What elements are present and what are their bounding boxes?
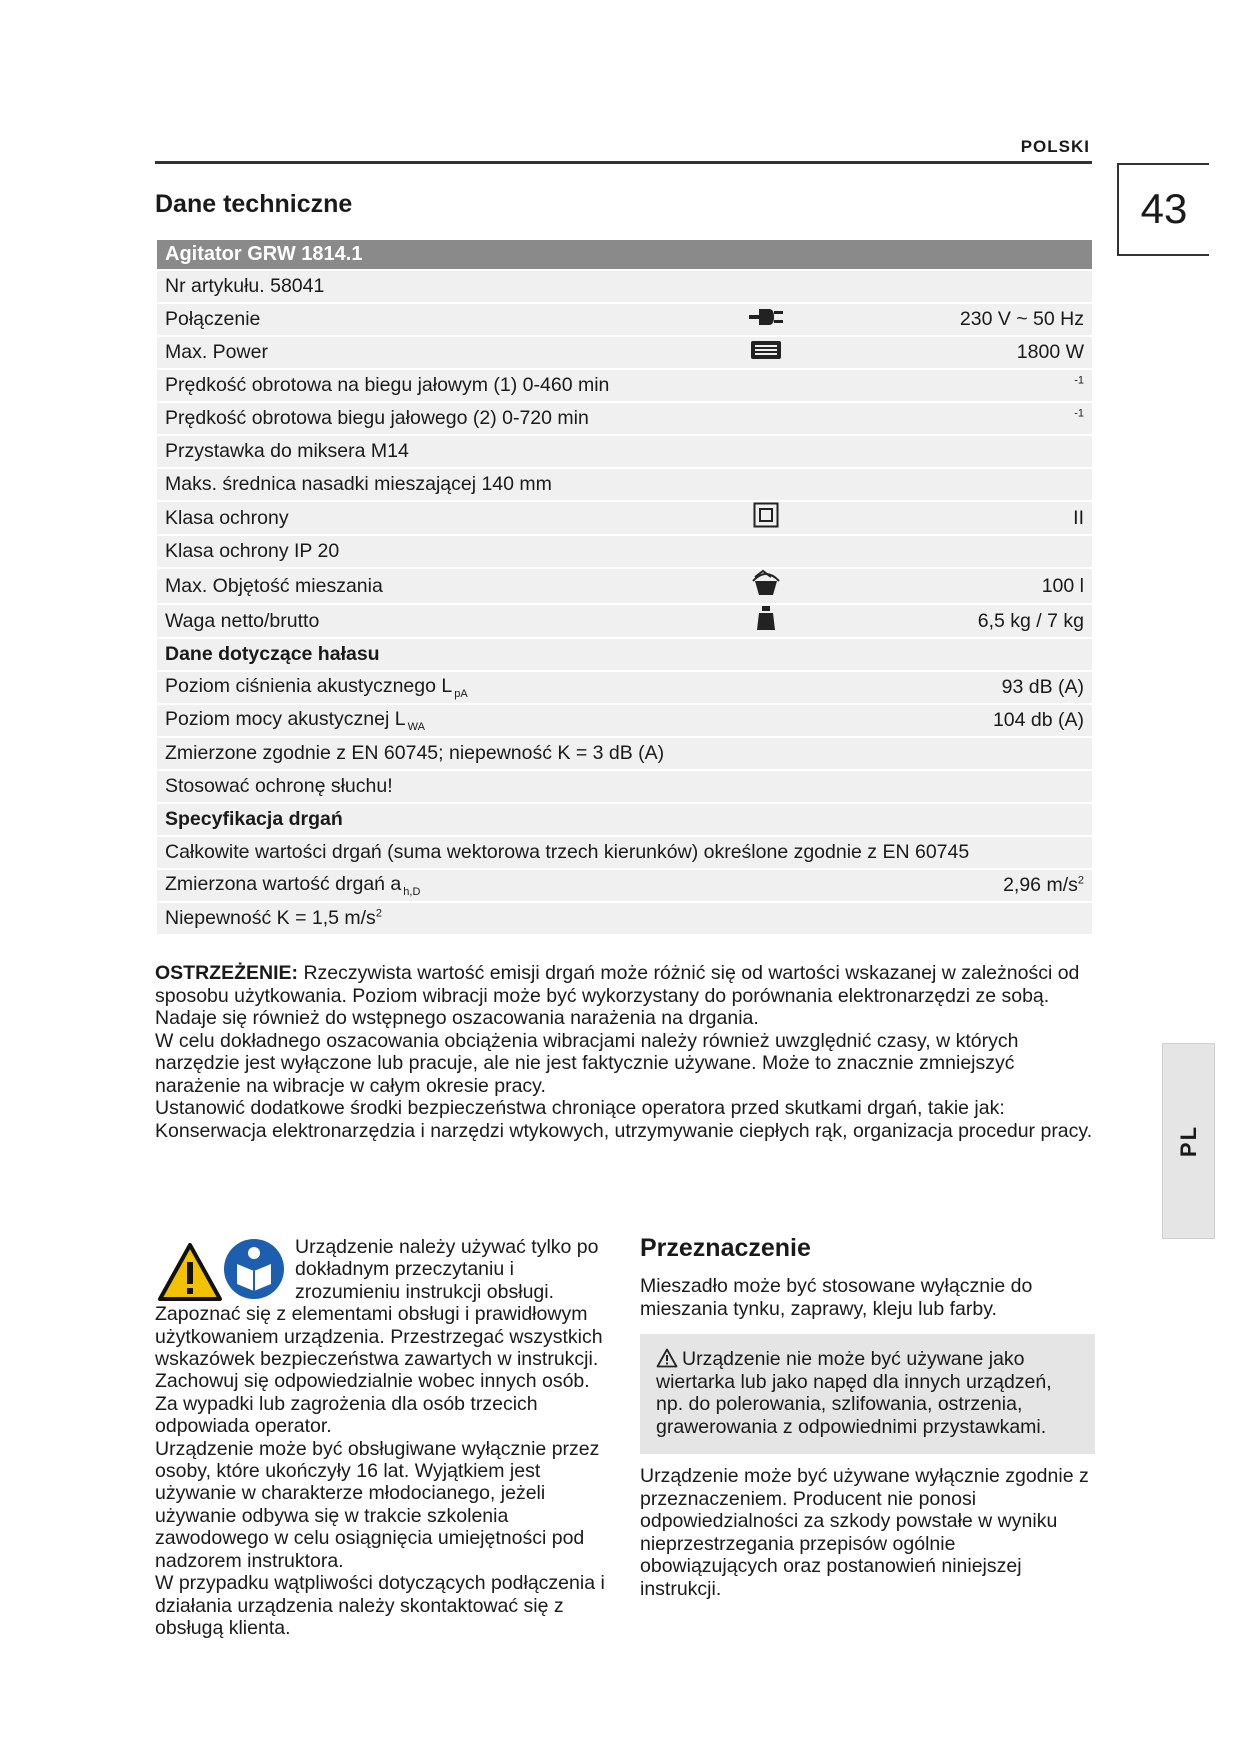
- warning-paragraph: Rzeczywista wartość emisji drgań może różnić się od wartości wskazanej w zależności od sposobu użytkowania. Poziom wibracji może być wykorzystany do porównania elektronarzędzi ze sobą. Nadaje się również do wstępnego oszacowania narażenia na drgania.: [155, 962, 1080, 1029]
- table-row: [157, 704, 1092, 737]
- row-label: Klasa ochrony IP 20: [157, 535, 1092, 568]
- purpose-warning-text: Urządzenie nie może być używane jako wiertarka lub jako napęd dla innych urządzeń, np. do polerowania, szlifowania, ostrzenia, grawerowania z odpowiednimi przystawkami.: [656, 1348, 1052, 1438]
- motor-icon: [749, 338, 783, 362]
- safety-paragraph: Urządzenie należy używać tylko po dokładnym przeczytaniu i zrozumieniu instrukcji obsługi. Zapoznać się z elementami obsługi i prawidłowym użytkowaniem urządzenia. Przestrzegać wszystkich wskazówek bezpieczeństwa zawartych w instrukcji. Zachowuj się odpowiedzialnie wobec innych osób.: [155, 1236, 603, 1393]
- article-number: Nr artykułu. 58041: [157, 270, 1092, 303]
- page-number: 43: [1117, 163, 1209, 256]
- warning-label: OSTRZEŻENIE:: [155, 962, 299, 984]
- row-label: Połączenie: [157, 303, 746, 336]
- table-row: [157, 902, 1092, 935]
- row-value: 230 V ~ 50 Hz: [786, 303, 1092, 336]
- warning-small-icon: [656, 1348, 678, 1368]
- table-row: [157, 770, 1092, 803]
- safety-paragraph: Urządzenie może być obsługiwane wyłącznie przez osoby, które ukończyły 16 lat. Wyjątkiem jest używanie w charakterze młodocianego, jeżeli używanie odbywa się w trakcie szkolenia zawodowego w celu osiągnięcia umiejętności pod nadzorem instruktora.: [155, 1437, 600, 1572]
- value-superscript: 2: [1077, 874, 1084, 887]
- double-insulation-icon: [753, 502, 779, 528]
- side-tab-label: PL: [1175, 1124, 1201, 1158]
- language-side-tab: [1162, 1043, 1215, 1239]
- safety-instructions: [155, 1236, 623, 1639]
- table-row: [157, 501, 1092, 535]
- row-label: Max. Objętość mieszania: [157, 568, 746, 604]
- plug-icon: [749, 306, 783, 328]
- table-row: [157, 737, 1092, 770]
- section-title: Dane techniczne: [155, 190, 353, 218]
- table-row: [157, 402, 1092, 435]
- row-label: Prędkość obrotowa na biegu jałowym (1) 0-460 min: [157, 369, 746, 402]
- table-row: [157, 270, 1092, 303]
- row-label-subscript: pA: [454, 688, 468, 700]
- row-value: 93 dB (A): [786, 671, 1092, 704]
- table-row: [157, 836, 1092, 869]
- noise-heading: Dane dotyczące hałasu: [157, 638, 1092, 671]
- row-label-subscript: WA: [407, 721, 425, 733]
- table-row: [157, 638, 1092, 671]
- table-row: [157, 535, 1092, 568]
- table-row: [157, 604, 1092, 638]
- row-label: Klasa ochrony: [157, 501, 746, 535]
- row-label: Prędkość obrotowa biegu jałowego (2) 0-720 min: [157, 402, 746, 435]
- row-label: Poziom mocy akustycznej L: [165, 708, 406, 730]
- bucket-icon: [749, 569, 783, 597]
- row-label: Całkowite wartości drgań (suma wektorowa trzech kierunków) określone zgodnie z EN 60745: [157, 836, 1092, 869]
- warning-paragraph: Ustanowić dodatkowe środki bezpieczeństwa chroniące operatora przed skutkami drgań, takie jak: Konserwacja elektronarzędzia i narzędzi wtykowych, utrzymywanie ciepłych rąk, organizacja procedur pracy.: [155, 1097, 1093, 1142]
- row-label: Zmierzone zgodnie z EN 60745; niepewność K = 3 dB (A): [157, 737, 1092, 770]
- purpose-warning-box: [640, 1334, 1095, 1454]
- unit-superscript: -1: [1074, 374, 1084, 387]
- table-row: [157, 671, 1092, 704]
- row-label: Przystawka do miksera M14: [157, 435, 1092, 468]
- vibration-warning: [155, 962, 1095, 1142]
- row-value: 104 db (A): [786, 704, 1092, 737]
- row-label-subscript: h,D: [403, 886, 421, 898]
- row-value: 6,5 kg / 7 kg: [786, 604, 1092, 638]
- warning-paragraph: W celu dokładnego oszacowania obciążenia wibracjami należy również uwzględnić czasy, w których narzędzie jest wyłączone lub pracuje, ale nie jest faktycznie używane. Może to znacznie zmniejszyć narażenie na wibracje w całym okresie pracy.: [155, 1029, 1019, 1097]
- safety-paragraph: W przypadku wątpliwości dotyczących podłączenia i działania urządzenia należy skontaktować się z obsługą klienta.: [155, 1572, 605, 1639]
- safety-paragraph: Za wypadki lub zagrożenia dla osób trzecich odpowiada operator.: [155, 1392, 538, 1438]
- row-label: Maks. średnica nasadki mieszającej 140 mm: [157, 468, 1092, 501]
- purpose-paragraph: Urządzenie może być używane wyłącznie zgodnie z przeznaczeniem. Producent nie ponosi odpowiedzialności za szkody powstałe w wyniku nieprzestrzegania przepisów ogólnie obowiązujących oraz postanowień niniejszej instrukcji.: [640, 1465, 1089, 1600]
- unit-superscript: -1: [1074, 407, 1084, 420]
- row-label: Stosować ochronę słuchu!: [157, 770, 1092, 803]
- header-rule: [155, 161, 1092, 164]
- row-value: 100 l: [786, 568, 1092, 604]
- row-value: 2,96 m/s: [1003, 874, 1078, 896]
- table-row: [157, 336, 1092, 369]
- row-value: II: [786, 501, 1092, 535]
- row-label: Max. Power: [157, 336, 746, 369]
- table-row: [157, 468, 1092, 501]
- table-title-row: [157, 240, 1092, 270]
- row-label: Poziom ciśnienia akustycznego L: [165, 675, 453, 697]
- row-value: 1800 W: [786, 336, 1092, 369]
- row-label: Waga netto/brutto: [157, 604, 746, 638]
- row-label: Zmierzona wartość drgań a: [165, 873, 402, 895]
- spec-table: [157, 240, 1092, 936]
- table-row: [157, 369, 1092, 402]
- table-row: [157, 803, 1092, 836]
- row-label: Niepewność K = 1,5 m/s: [165, 907, 376, 929]
- purpose-paragraph: Mieszadło może być stosowane wyłącznie do mieszania tynku, zaprawy, kleju lub farby.: [640, 1275, 1033, 1320]
- row-label-superscript: 2: [375, 907, 382, 920]
- purpose-title: Przeznaczenie: [640, 1234, 811, 1262]
- weight-icon: [756, 605, 776, 631]
- table-row: [157, 435, 1092, 468]
- vibration-heading: Specyfikacja drgań: [157, 803, 1092, 836]
- table-row: [157, 303, 1092, 336]
- table-row: [157, 869, 1092, 902]
- language-header: POLSKI: [1020, 137, 1090, 156]
- table-title: Agitator GRW 1814.1: [157, 240, 1092, 270]
- table-row: [157, 568, 1092, 604]
